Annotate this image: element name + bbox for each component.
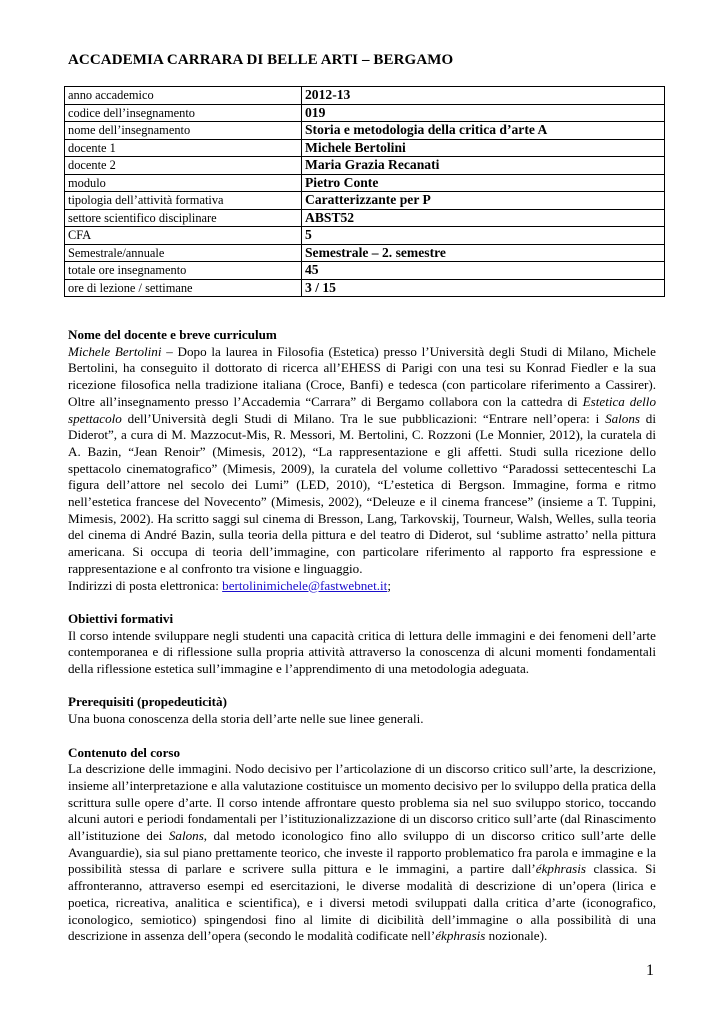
section-heading: Contenuto del corso <box>68 744 181 760</box>
section-paragraph <box>68 628 656 678</box>
italic-text: Michele Bertolini <box>68 343 162 359</box>
italic-text: Estetica dello spettacolo <box>68 393 656 426</box>
row-label: tipologia dell’attività formativa <box>65 192 302 210</box>
row-value: Michele Bertolini <box>302 139 665 157</box>
table-row <box>65 174 665 192</box>
row-value: 019 <box>302 104 665 122</box>
email-suffix: ; <box>387 577 391 593</box>
italic-text: ékphrasis <box>435 928 486 944</box>
row-label: totale ore insegnamento <box>65 262 302 280</box>
row-value: Maria Grazia Recanati <box>302 157 665 175</box>
row-value: Pietro Conte <box>302 174 665 192</box>
row-value: ABST52 <box>302 209 665 227</box>
row-label: modulo <box>65 174 302 192</box>
row-label: anno accademico <box>65 87 302 105</box>
text-run: La descrizione delle immagini. Nodo decisivo per l’articolazione di un discorso critico sull’arte, la descrizione, insieme all’interpretazione e alla valutazione costituisce un momento decisivo per lo sviluppo della pratica della scrittura sulle opere d’arte. Il corso intende affrontare questo problema sia nel suo sviluppo storico, toccando alcuni autori e periodi fondamentali per l’istituzionalizzazione di un discorso critico sull’arte (dal Rinascimento all’istituzione dei <box>68 761 656 844</box>
text-run: di Diderot”, a cura di M. Mazzocut-Mis, R. Messori, M. Bertolini, C. Rozzoni (Le Monnier, 2012), la curatela di A. Bazin, “Jean Renoir” (Mimesis, 2012), “La rappresentazione e gli affetti. Studi sulla ricezione dello spettacolo cinematografico” (Mimesis, 2009), la curatela del volume collettivo “Paradossi settecenteschi La figura dell’attore nel secolo dei Lumi” (LED, 2010), “L’estetica di Bergson. Immagine, forma e ritmo nell’estetica francese del Novecento” (Mimesis, 2002), “Deleuze e il cinema francese” (insieme a T. Tuppini, Mimesis, 2002). Ha scritto saggi sul cinema di Bresson, Lang, Tarkovskij, Tourneur, Walsh, Welles, sulla teoria del cinema di André Bazin, sulla teoria della pittura e del teatro di Diderot, sul ‘sublime astratto’ nella pittura americana. Si occupa di teoria dell’immagine, con particolare riferimento al rapporto fra espressione e rappresentazione e al confronto tra visione e linguaggio. <box>68 410 656 576</box>
text-run: classica. Si affronteranno, attraverso esempi ed esercitazioni, le diverse modalità di descrizione di un’opera (lirica e poetica, ricreativa, analitica e scientifica), e i diversi metodi sviluppati dalla critica d’arte (iconografico, iconologico, semiotico) spingendosi fino al limite di dicibilità dell’immagine o alla possibilità di una descrizione in assenza dell’opera (secondo le modalità codificate nell’ <box>68 861 656 944</box>
row-label: settore scientifico disciplinare <box>65 209 302 227</box>
row-value: Caratterizzante per P <box>302 192 665 210</box>
row-label: docente 2 <box>65 157 302 175</box>
document-body <box>68 327 656 945</box>
italic-text: ékphrasis <box>535 861 586 877</box>
text-run: Una buona conoscenza della storia dell’arte nelle sue linee generali. <box>68 711 424 727</box>
section-heading: Nome del docente e breve curriculum <box>68 327 277 342</box>
row-value: 45 <box>302 262 665 280</box>
table-row <box>65 209 665 227</box>
row-value: Storia e metodologia della critica d’arte A <box>302 122 665 140</box>
row-value: 3 / 15 <box>302 279 665 297</box>
text-run: nozionale). <box>485 928 548 944</box>
email-link[interactable]: bertolinimichele@fastwebnet.it <box>222 577 388 593</box>
table-row <box>65 157 665 175</box>
page-number: 1 <box>646 962 654 979</box>
course-info-table <box>64 86 665 297</box>
section-paragraph <box>68 711 656 728</box>
text-run: – Dopo la laurea in Filosofia (Estetica) presso l’Università degli Studi di Milano, Michele Bertolini, ha conseguito il dottorato di ricerca all’EHESS di Parigi con una tesi su Konrad Fiedler e la sua ricezione filosofica nella tradizione italiana (Croce, Banfi) e tedesca (con particolare riferimento a Cassirer). Oltre all’insegnamento presso l’Accademia “Carrara” di Bergamo collabora con la cattedra di <box>68 343 656 409</box>
section-paragraph <box>68 761 656 945</box>
email-line <box>68 578 656 595</box>
text-run: dell’Università degli Studi di Milano. Tra le sue pubblicazioni: “Entrare nell’opera: i <box>121 410 606 426</box>
table-row <box>65 139 665 157</box>
email-label: Indirizzi di posta elettronica: <box>68 577 223 593</box>
page-title: ACCADEMIA CARRARA DI BELLE ARTI – BERGAMO <box>68 52 454 68</box>
section-heading: Obiettivi formativi <box>68 610 174 626</box>
row-value: 5 <box>302 227 665 245</box>
table-row <box>65 104 665 122</box>
row-value: 2012-13 <box>302 87 665 105</box>
row-label: CFA <box>65 227 302 245</box>
table-row <box>65 122 665 140</box>
row-label: Semestrale/annuale <box>65 244 302 262</box>
row-label: ore di lezione / settimane <box>65 279 302 297</box>
row-label: codice dell’insegnamento <box>65 104 302 122</box>
table-row <box>65 192 665 210</box>
text-run: , dal metodo iconologico fino allo sviluppo di un discorso critico sull’arte delle Avanguardie), sia sul piano prettamente teorico, che investe il rapporto problematico fra parola e immagine e la possibilità stessa di parlare e scrivere sulla pittura e le immagini, a partire dall’ <box>68 828 656 877</box>
table-row <box>65 244 665 262</box>
text-run: Il corso intende sviluppare negli studenti una capacità critica di lettura delle immagini e dei fenomeni dell’arte contemporanea e di riflessione sulla propria attività attraverso la conoscenza di alcuni momenti fondamentali della riflessione estetica sull’immagine e l’apprendimento di una metodologia adeguata. <box>68 627 656 677</box>
table-row <box>65 279 665 297</box>
section-heading: Prerequisiti (propedeuticità) <box>68 694 227 710</box>
row-value: Semestrale – 2. semestre <box>302 244 665 262</box>
table-row <box>65 227 665 245</box>
table-row <box>65 262 665 280</box>
section-paragraph <box>68 344 656 578</box>
row-label: nome dell’insegnamento <box>65 122 302 140</box>
italic-text: Salons <box>605 410 640 426</box>
table-row <box>65 87 665 105</box>
row-label: docente 1 <box>65 139 302 157</box>
italic-text: Salons <box>168 828 204 844</box>
